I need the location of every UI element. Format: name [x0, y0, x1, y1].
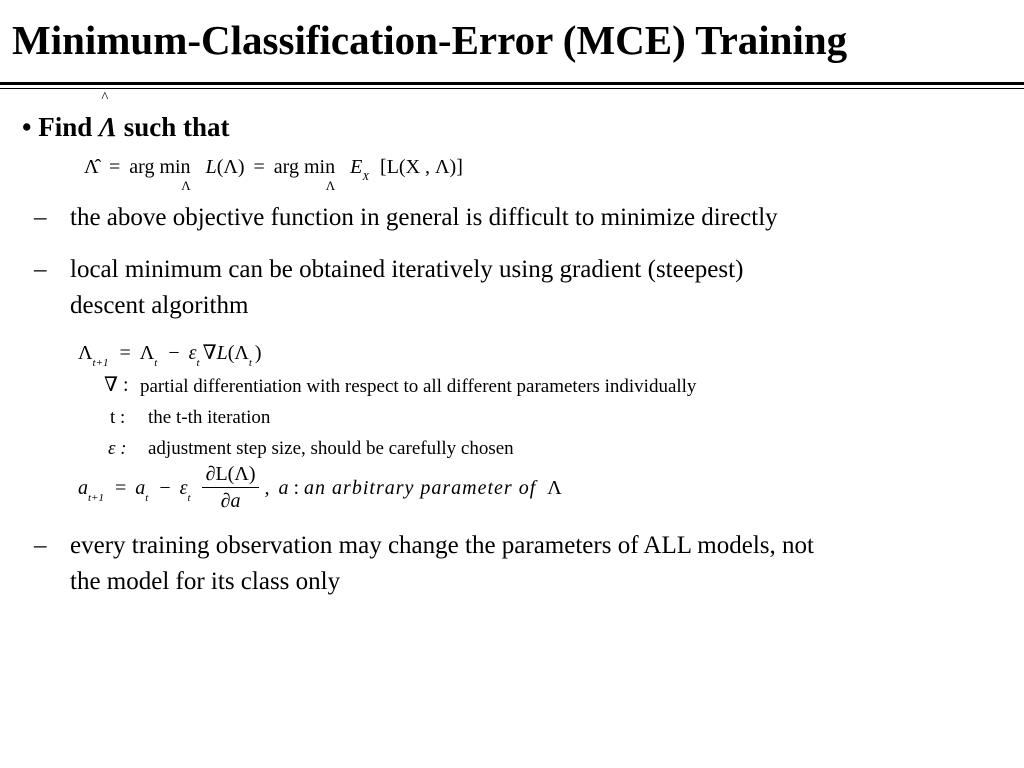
sub-bullet-2-text-line1: local minimum can be obtained iteratively using gradient (steepest) — [70, 256, 744, 283]
sub-bullet-2: – — [34, 256, 47, 283]
sub-bullet-3-text-line2: the model for its class only — [70, 568, 341, 595]
equation-argmin: Λ̂ = arg min Λ L(Λ) = arg min Λ $E_X$ [L(X , Λ)] — [84, 156, 463, 193]
bullet-marker: • — [22, 112, 32, 142]
bullet-suffix: such that — [123, 112, 230, 142]
fraction-dL-da: $\frac{\partial L(\Lambda)}{\partial a}$ — [202, 462, 260, 513]
def-t-text: the t-th iteration — [148, 407, 271, 428]
def-eps-text: adjustment step size, should be carefully chosen — [148, 438, 514, 459]
sub-bullet-1: – — [34, 204, 47, 231]
lambda-hat-symbol: ^ Λ — [98, 90, 117, 142]
sub-bullet-3-text-line1: every training observation may change the parameters of ALL models, not — [70, 532, 814, 559]
sub-bullet-1-text: the above objective function in general is difficult to minimize directly — [70, 204, 778, 231]
title-rule-thick — [0, 82, 1024, 85]
sub-bullet-3: – — [34, 532, 47, 559]
sub-bullet-2-text-line2: descent algorithm — [70, 292, 249, 319]
title-rule-thin — [0, 88, 1024, 89]
equation-param-update: $a_{t+1} = a_t - \varepsilon_t$ $\frac{\partial L(\Lambda)}{\partial a}$ , a : an arbitrary parameter of Λ — [78, 463, 562, 512]
def-t-symbol: t : — [110, 407, 126, 428]
slide-title: Minimum-Classification-Error (MCE) Training — [12, 17, 848, 63]
def-eps-symbol: ε : — [108, 438, 127, 459]
def-nabla-symbol: ∇ : — [104, 374, 129, 396]
equation-update: $\Lambda_{t+1} = \Lambda_t - \varepsilon_t$ $\nabla L(\Lambda_t$ ) — [78, 342, 262, 369]
bullet-prefix: Find — [38, 112, 93, 142]
main-bullet — [22, 90, 230, 143]
def-nabla-text: partial differentiation with respect to all different parameters individually — [140, 376, 697, 397]
